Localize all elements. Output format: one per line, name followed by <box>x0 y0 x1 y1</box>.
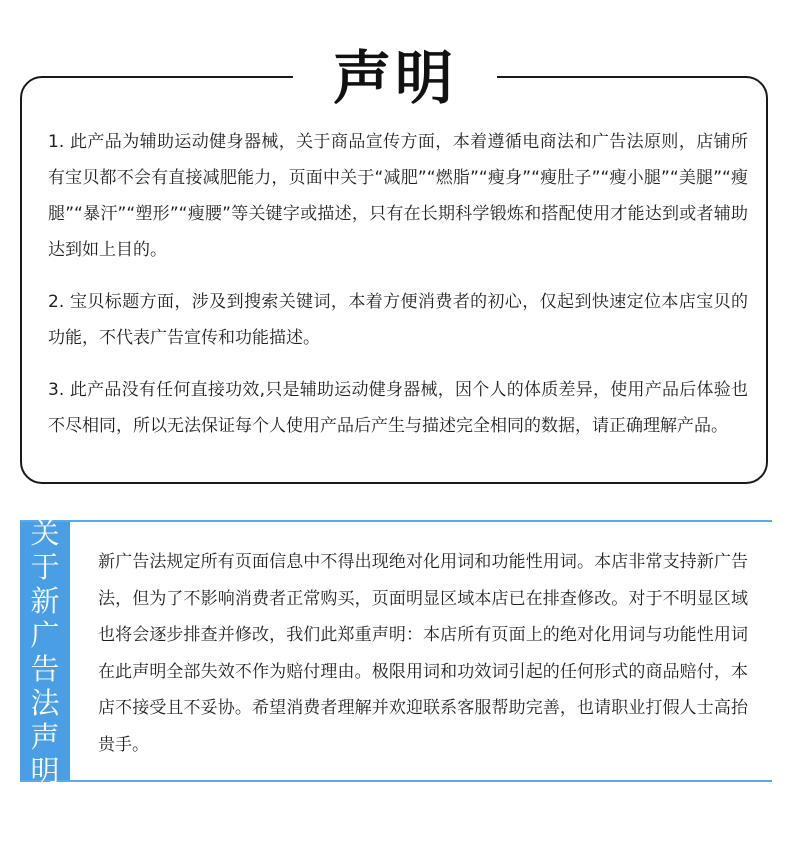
adlaw-body-text: 新广告法规定所有页面信息中不得出现绝对化用词和功能性用词。本店非常支持新广告法，但为了不影响消费者正常购买，页面明显区域本店已在排查修改。对于不明显区域也将会逐步排查并修改，我们此郑重声明：本店所有页面上的绝对化用词与功能性用词在此声明全部失效不作为赔付理由。极限用词和功效词引起的任何形式的商品赔付，本店不接受且不妥协。希望消费者理解并欢迎联系客服帮助完善，也请职业打假人士高抬贵手。 <box>98 552 748 755</box>
statement-paragraph-2: 2. 宝贝标题方面，涉及到搜索关键词，本着方便消费者的初心，仅起到快速定位本店宝贝的功能，不代表广告宣传和功能描述。 <box>48 292 748 348</box>
adlaw-sidebar-char: 关 <box>30 516 60 550</box>
statement-title-wrap <box>0 38 790 118</box>
adlaw-sidebar <box>20 516 70 788</box>
adlaw-sidebar-char: 于 <box>30 550 60 584</box>
statement-paragraph-1: 1. 此产品为辅助运动健身器械，关于商品宣传方面，本着遵循电商法和广告法原则，店铺所有宝贝都不会有直接减肥能力，页面中关于“减肥”“燃脂”“瘦身”“瘦肚子”“瘦小腿”“美腿”“瘦腿”“暴汗”“塑形”“瘦腰”等关键字或描述，只有在长期科学锻炼和搭配使用才能达到或者辅助达到如上目的。 <box>48 132 748 260</box>
adlaw-section <box>20 516 772 788</box>
adlaw-sidebar-char: 法 <box>30 686 60 720</box>
adlaw-sidebar-char: 新 <box>30 584 60 618</box>
statement-content <box>48 124 748 460</box>
adlaw-sidebar-char: 广 <box>30 618 60 652</box>
adlaw-sidebar-char: 告 <box>30 652 60 686</box>
adlaw-sidebar-char: 明 <box>30 754 60 788</box>
adlaw-sidebar-char: 声 <box>30 720 60 754</box>
statement-paragraph-3: 3. 此产品没有任何直接功效,只是辅助运动健身器械，因个人的体质差异，使用产品后体验也不尽相同，所以无法保证每个人使用产品后产生与描述完全相同的数据，请正确理解产品。 <box>48 380 748 436</box>
statement-title: 声明 <box>293 38 497 118</box>
